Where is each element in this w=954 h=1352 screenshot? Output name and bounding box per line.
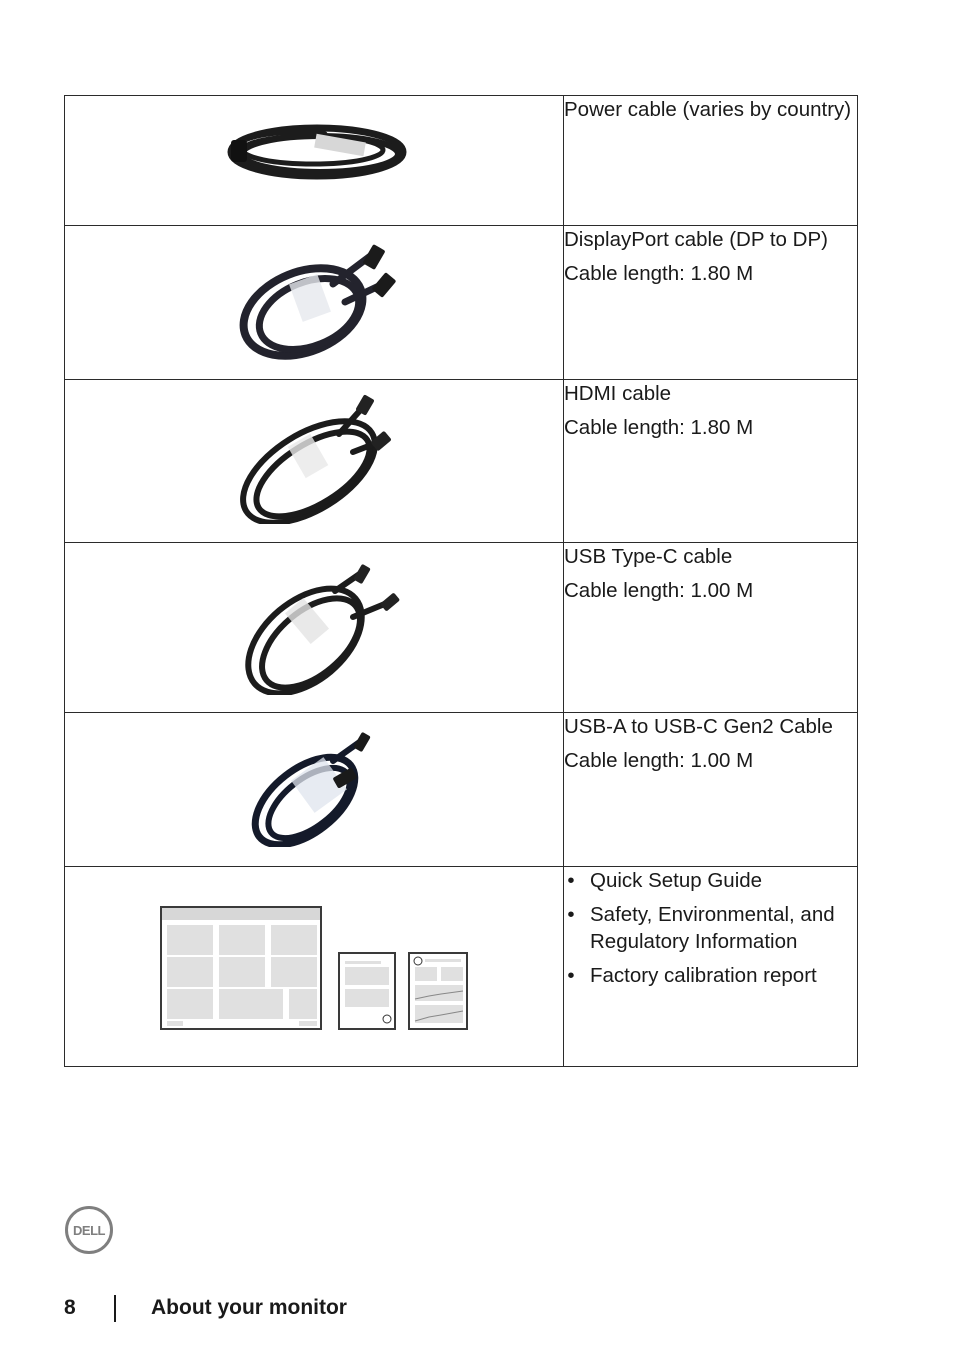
hdmi-cable-image	[229, 394, 401, 524]
power-cable-image	[225, 116, 415, 188]
table-row	[65, 867, 858, 1067]
bullet-icon: •	[567, 903, 575, 926]
image-cell	[65, 713, 564, 867]
cable-length: Cable length: 1.00 M	[564, 579, 754, 602]
usb-a-to-c-cable-image	[245, 731, 385, 847]
image-cell	[65, 543, 564, 713]
table-row	[65, 226, 858, 380]
displayport-cable-image	[233, 244, 403, 364]
description-cell	[564, 380, 858, 543]
table-row	[65, 713, 858, 867]
image-cell	[65, 96, 564, 226]
section-title: About your monitor	[151, 1296, 347, 1319]
document-name: Safety, Environmental, and Regulatory Information	[590, 903, 835, 953]
cable-length: Cable length: 1.80 M	[564, 262, 754, 285]
usb-c-cable-image	[235, 561, 405, 695]
image-cell	[65, 226, 564, 380]
document-name: Quick Setup Guide	[590, 869, 763, 892]
table-row	[65, 380, 858, 543]
image-cell	[65, 380, 564, 543]
item-name: USB Type-C cable	[564, 545, 733, 568]
page-number: 8	[64, 1296, 76, 1319]
list-item	[564, 901, 857, 955]
document-name: Factory calibration report	[590, 964, 817, 987]
bullet-icon: •	[567, 964, 575, 987]
dell-logo-text: DELL	[73, 1223, 105, 1238]
description-cell	[564, 96, 858, 226]
table-row	[65, 543, 858, 713]
item-name: HDMI cable	[564, 382, 672, 405]
description-cell	[564, 543, 858, 713]
item-name: USB-A to USB-C Gen2 Cable	[564, 715, 833, 738]
item-name: Power cable (varies by country)	[564, 98, 852, 121]
package-contents-table	[64, 95, 858, 1067]
dell-logo-icon	[64, 1205, 114, 1255]
description-cell	[564, 226, 858, 380]
cable-length: Cable length: 1.80 M	[564, 416, 754, 439]
image-cell	[65, 867, 564, 1067]
cable-length: Cable length: 1.00 M	[564, 749, 754, 772]
description-cell	[564, 713, 858, 867]
bullet-icon: •	[567, 869, 575, 892]
table-row	[65, 96, 858, 226]
description-cell	[564, 867, 858, 1067]
footer-divider	[114, 1295, 116, 1322]
list-item	[564, 867, 857, 894]
item-name: DisplayPort cable (DP to DP)	[564, 228, 828, 251]
documents-list	[564, 867, 857, 989]
documents-image	[159, 905, 471, 1033]
list-item	[564, 962, 857, 989]
